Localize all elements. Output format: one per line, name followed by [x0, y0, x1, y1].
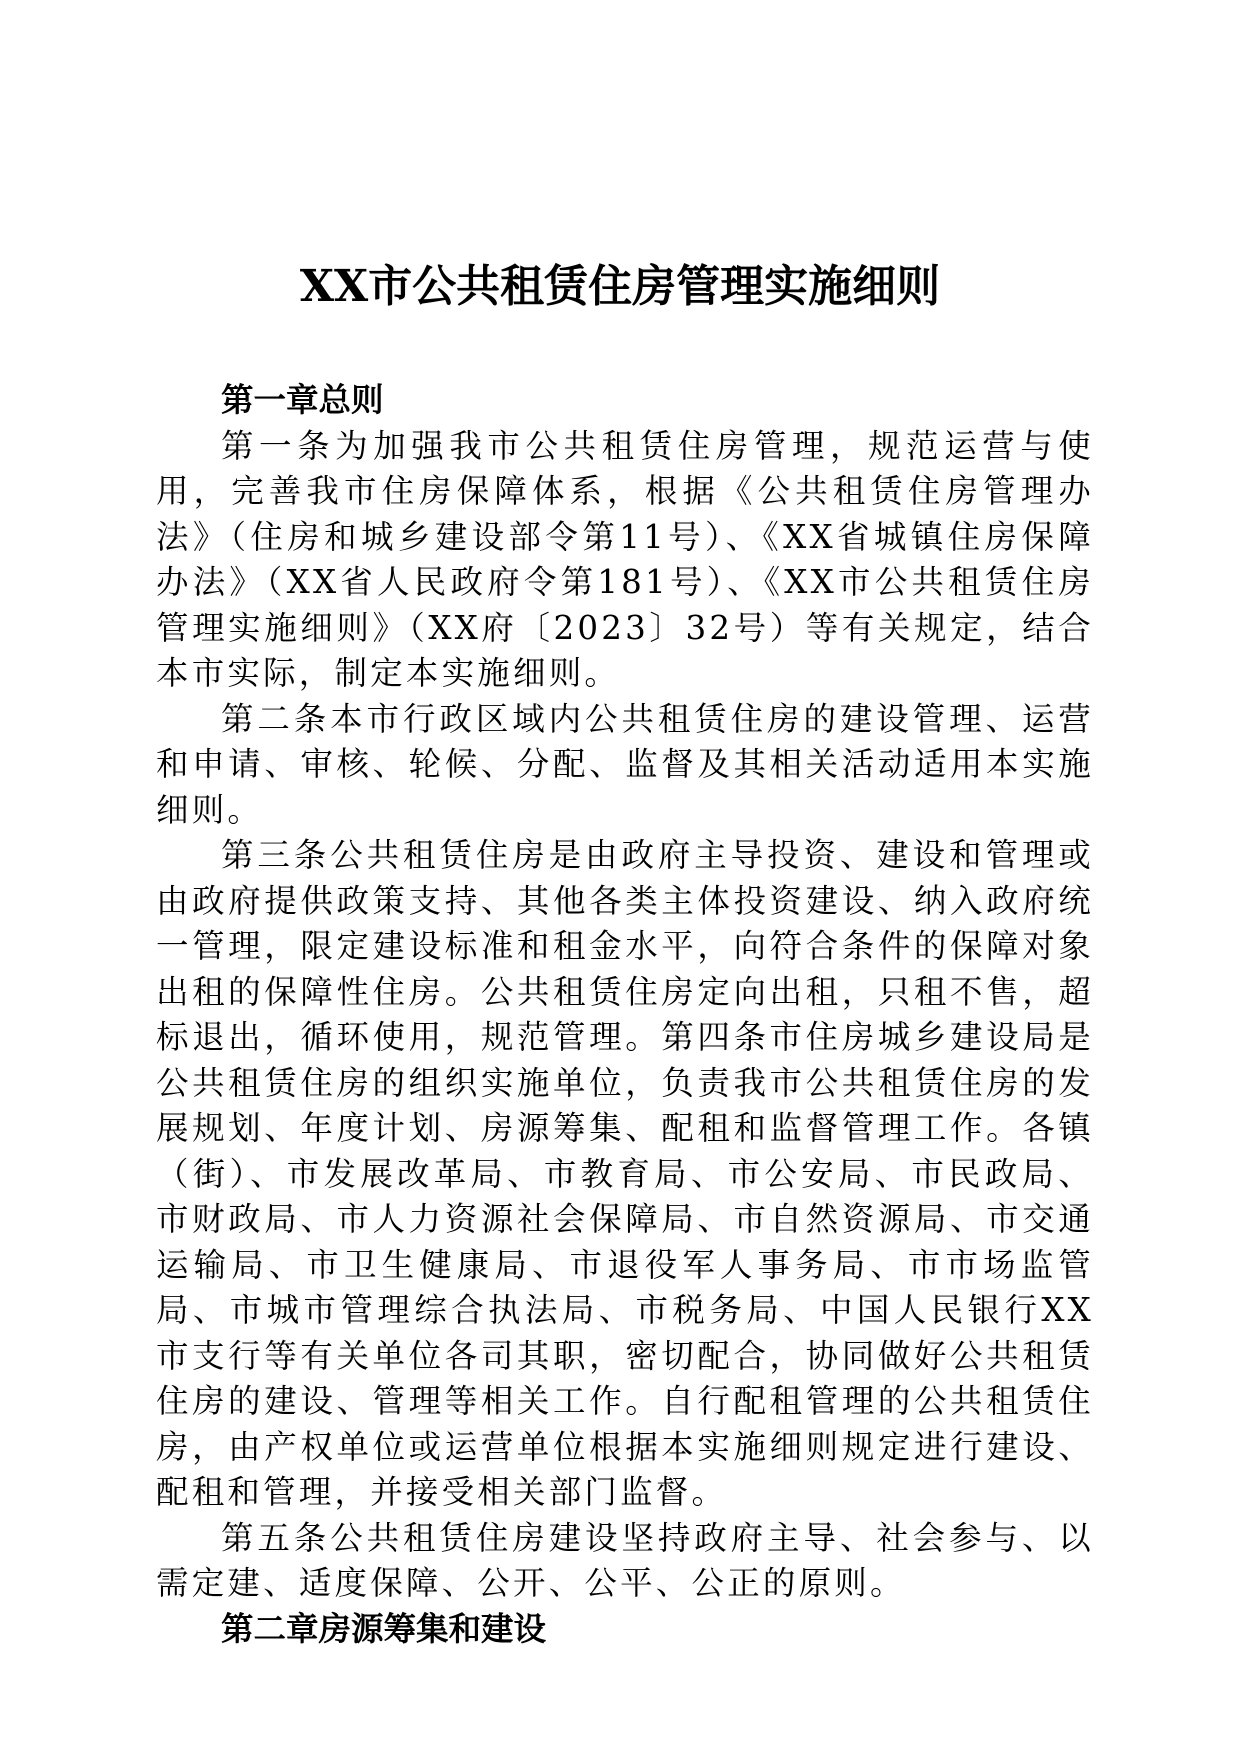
chapter-heading-1: 第一章总则 — [221, 381, 384, 419]
article-1-paragraph: 第一条为加强我市公共租赁住房管理，规范运营与使用，完善我市住房保障体系，根据《公共租赁住房管理办法》（住房和城乡建设部令第11号）、《XX省城镇住房保障办法》（XX省人民政府令第181号）、《XX市公共租赁住房管理实施细则》（XX府〔2023〕32号）等有关规定，结合本市实际，制定本实施细则。 — [156, 426, 1094, 692]
document-body — [156, 378, 1094, 1652]
article-2-paragraph: 第二条本市行政区域内公共租赁住房的建设管理、运营和申请、审核、轮候、分配、监督及其相关活动适用本实施细则。 — [156, 699, 1094, 829]
document-title: XX市公共租赁住房管理实施细则 — [299, 261, 941, 312]
chapter-heading-2: 第二章房源筹集和建设 — [221, 1609, 547, 1648]
article-3-4-paragraph: 第三条公共租赁住房是由政府主导投资、建设和管理或由政府提供政策支持、其他各类主体投资建设、纳入政府统一管理，限定建设标准和租金水平，向符合条件的保障对象出租的保障性住房。公共租赁住房定向出租，只租不售，超标退出，循环使用，规范管理。第四条市住房城乡建设局是公共租赁住房的组织实施单位，负责我市公共租赁住房的发展规划、年度计划、房源筹集、配租和监督管理工作。各镇（街）、市发展改革局、市教育局、市公安局、市民政局、市财政局、市人力资源社会保障局、市自然资源局、市交通运输局、市卫生健康局、市退役军人事务局、市市场监管局、市城市管理综合执法局、市税务局、中国人民银行XX市支行等有关单位各司其职，密切配合，协同做好公共租赁住房的建设、管理等相关工作。自行配租管理的公共租赁住房，由产权单位或运营单位根据本实施细则规定进行建设、配租和管理，并接受相关部门监督。 — [156, 836, 1094, 1511]
article-5-paragraph: 第五条公共租赁住房建设坚持政府主导、社会参与、以需定建、适度保障、公开、公平、公正的原则。 — [156, 1518, 1094, 1602]
